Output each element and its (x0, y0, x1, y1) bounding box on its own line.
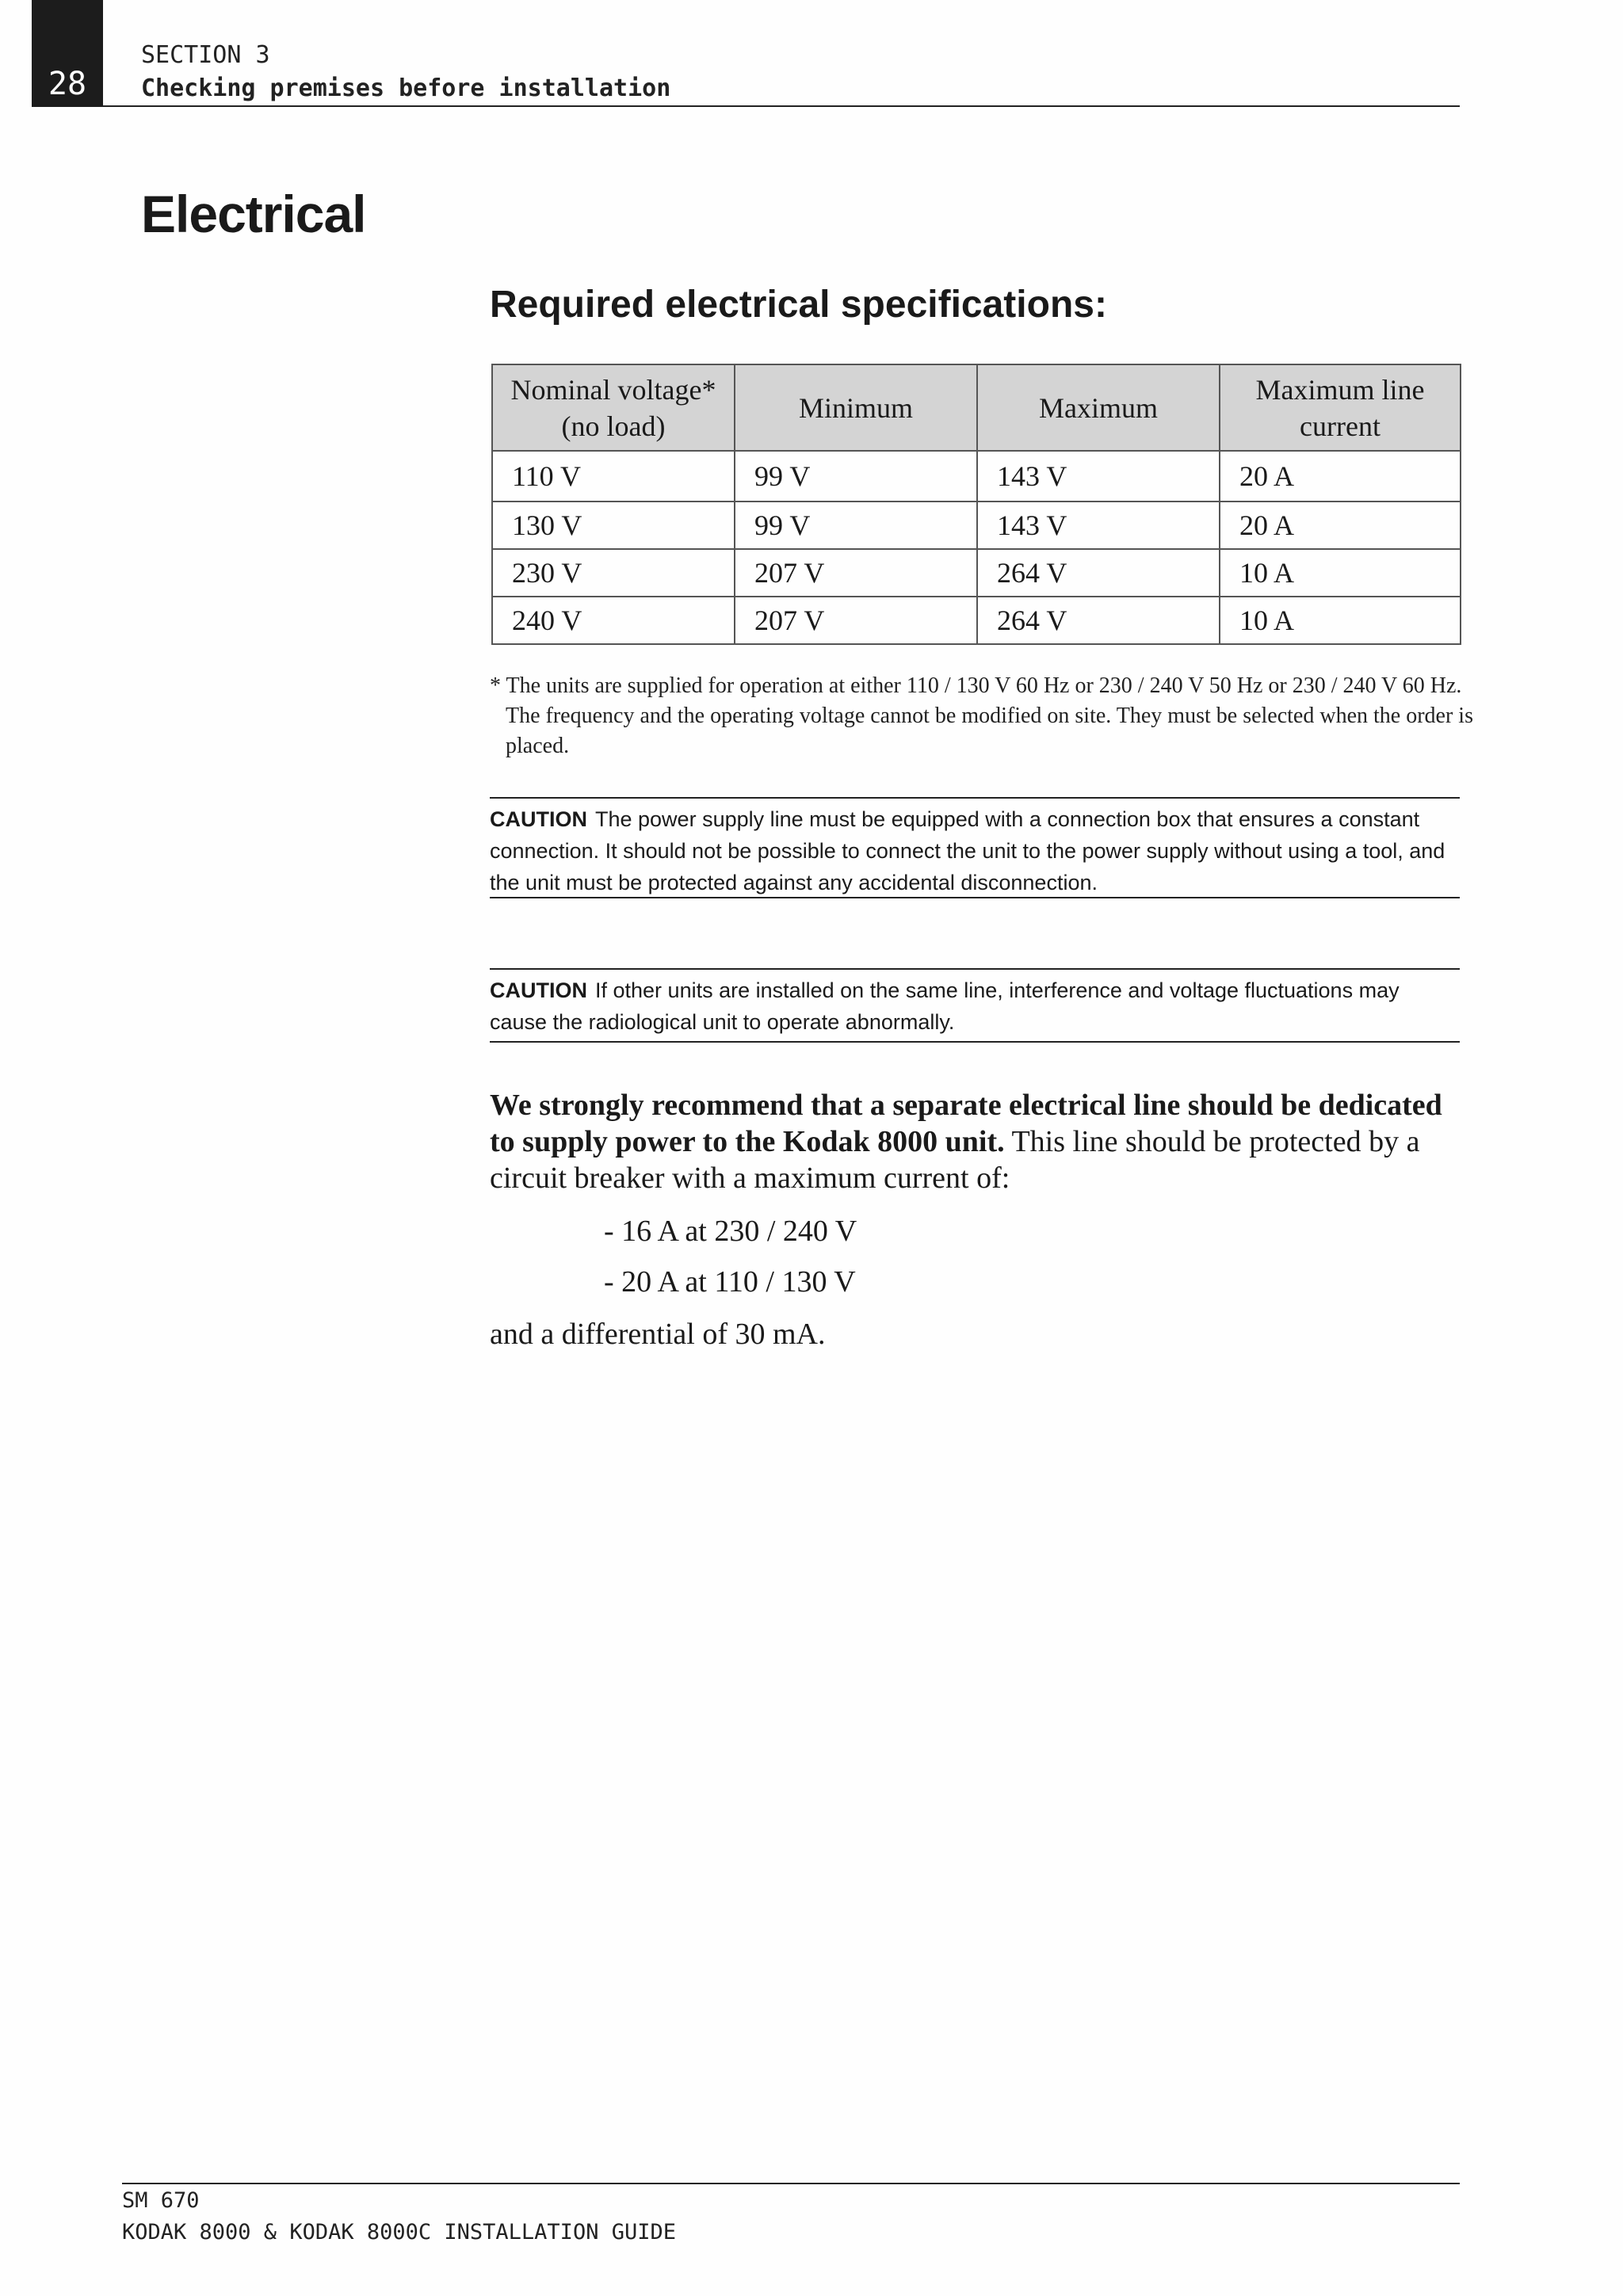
header-minimum: Minimum (735, 364, 977, 451)
header-nominal-line1: Nominal voltage* (510, 373, 716, 406)
section-subtitle: Required electrical specifications: (490, 284, 1107, 326)
footer-document-code: SM 670 (122, 2188, 200, 2213)
header-current-line1: Maximum line (1255, 373, 1425, 406)
recommendation-ending: and a differential of 30 mA. (490, 1318, 826, 1351)
cell-current: 20 A (1220, 451, 1461, 502)
table-row (492, 502, 1461, 549)
table-header-row (492, 364, 1461, 451)
electrical-spec-table (491, 364, 1461, 645)
cell-minimum: 207 V (735, 549, 977, 597)
recommendation-text: This line should be protected by a circuit breaker with a maximum current of: (490, 1125, 1420, 1195)
header-rule (103, 105, 1460, 107)
cell-current: 20 A (1220, 502, 1461, 549)
cell-maximum: 264 V (977, 597, 1220, 644)
caution-text: If other units are installed on the same line, interference and voltage fluctuations may cause the radiological unit to operate abnormally. (490, 978, 1400, 1034)
caution-label: CAUTION (490, 978, 587, 1002)
caution-text: The power supply line must be equipped with a connection box that ensures a constant connection. It should not be possible to connect the unit to the power supply without using a tool, and the unit must be protected against any accidental disconnection. (490, 807, 1445, 894)
cell-maximum: 264 V (977, 549, 1220, 597)
cell-minimum: 99 V (735, 502, 977, 549)
section-title: Checking premises before installation (141, 74, 671, 102)
footer-rule (122, 2183, 1460, 2184)
list-item: - 16 A at 230 / 240 V (604, 1215, 857, 1248)
page-title: Electrical (141, 185, 366, 243)
cell-minimum: 207 V (735, 597, 977, 644)
caution-box-power-supply (490, 797, 1460, 898)
recommendation-paragraph (490, 1087, 1465, 1196)
table-row (492, 451, 1461, 502)
voltage-footnote: * The units are supplied for operation at either 110 / 130 V 60 Hz or 230 / 240 V 50 Hz or 230 / 240 V 60 Hz. The frequency and the operating voltage cannot be modified on site. They must be selected when the order is placed. (490, 673, 1473, 758)
cell-nominal: 230 V (492, 549, 735, 597)
header-maximum: Maximum (977, 364, 1220, 451)
cell-nominal: 130 V (492, 502, 735, 549)
cell-nominal: 110 V (492, 451, 735, 502)
cell-maximum: 143 V (977, 451, 1220, 502)
list-item: - 20 A at 110 / 130 V (604, 1265, 856, 1299)
footer-guide-title: KODAK 8000 & KODAK 8000C INSTALLATION GUIDE (122, 2220, 676, 2245)
page-number: 28 (32, 0, 103, 107)
cell-maximum: 143 V (977, 502, 1220, 549)
cell-current: 10 A (1220, 549, 1461, 597)
table-row (492, 597, 1461, 644)
header-nominal-voltage (492, 364, 735, 451)
caution-label: CAUTION (490, 807, 587, 831)
header-nominal-line2: (no load) (561, 410, 666, 442)
cell-nominal: 240 V (492, 597, 735, 644)
section-label: SECTION 3 (141, 41, 270, 69)
caution-box-interference (490, 968, 1460, 1043)
recommendation-bold: We strongly recommend that a separate electrical line should be dedicated to supply power to the Kodak 8000 unit. (490, 1089, 1442, 1158)
table-row (492, 549, 1461, 597)
cell-current: 10 A (1220, 597, 1461, 644)
cell-minimum: 99 V (735, 451, 977, 502)
header-max-line-current (1220, 364, 1461, 451)
header-current-line2: current (1300, 410, 1381, 442)
